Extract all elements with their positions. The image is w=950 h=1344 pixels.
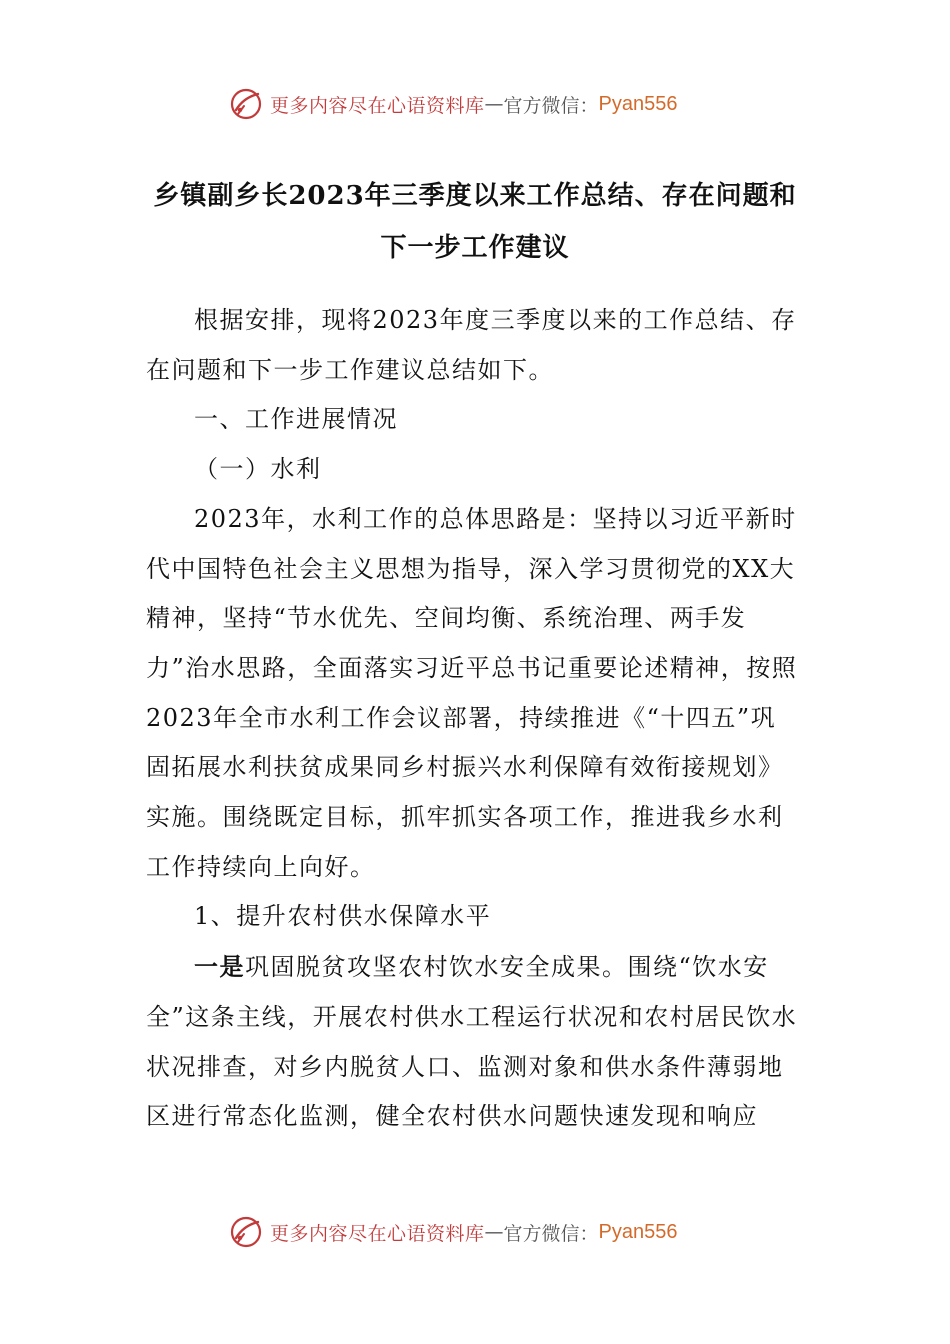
water-paragraph: 2023年，水利工作的总体思路是：坚持以习近平新时代中国特色社会主义思想为指导，深入学习贯彻党的XX大精神，坚持“节水优先、空间均衡、系统治理、两手发力”治水思路，全面落实习近平总书记重要论述精神，按照2023年全市水利工作会议部署，持续推进《“十四五”巩固拓展水利扶贫成果同乡村振兴水利保障有效衔接规划》实施。围绕既定目标，抓牢抓实各项工作，推进我乡水利工作持续向上向好。 — [146, 504, 798, 881]
intro-paragraph: 根据安排，现将2023年度三季度以来的工作总结、存在问题和下一步工作建议总结如下。 — [146, 306, 797, 384]
subsection-heading: （一）水利 — [194, 455, 322, 484]
watermark-text: 更多内容尽在心语资料库 — [270, 94, 485, 117]
document-title: 乡镇副乡长2023年三季度以来工作总结、存在问题和下一步工作建议 — [153, 181, 797, 263]
section-heading: 一、工作进展情况 — [194, 405, 398, 434]
pen-swirl-icon — [228, 86, 264, 122]
watermark-text: 更多内容尽在心语资料库 — [270, 1222, 485, 1245]
watermark-header — [228, 84, 678, 124]
watermark-separator: — — [484, 93, 504, 115]
watermark-contact-id: Pyan556 — [598, 1220, 678, 1243]
watermark-contact-label: 官方微信： — [503, 1222, 599, 1245]
item-heading: 1、提升农村供水保障水平 — [194, 902, 492, 931]
watermark-contact-label: 官方微信： — [503, 94, 599, 117]
watermark-footer — [228, 1212, 678, 1252]
document-body — [146, 296, 798, 1142]
item-lead: 一是 — [194, 952, 245, 982]
pen-swirl-icon — [228, 1214, 264, 1250]
watermark-contact-id: Pyan556 — [598, 92, 678, 115]
item-text: 巩固脱贫攻坚农村饮水安全成果。围绕“饮水安全”这条主线，开展农村供水工程运行状况和农村居民饮水状况排查，对乡内脱贫人口、监测对象和供水条件薄弱地区进行常态化监测，健全农村供水问题快速发现和响应 — [146, 953, 798, 1131]
watermark-separator: — — [484, 1221, 504, 1243]
item-paragraph — [146, 942, 798, 1142]
